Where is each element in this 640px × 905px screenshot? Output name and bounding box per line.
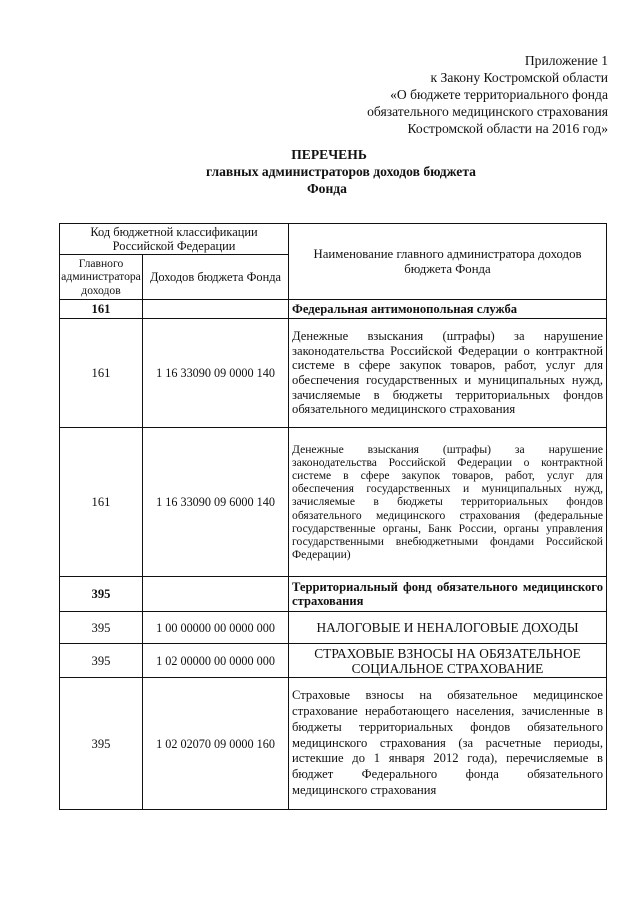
table-row xyxy=(60,644,607,678)
admin-name: Денежные взыскания (штрафы) за нарушение законодательства Российской Федерации о контрактной системе в сфере закупок товаров, работ, услуг для обеспечения государственных и муниципальных нужд, зачисляемые в бюджеты территориальных фондов обязательного медицинского страхования (федеральные государственные органы, Банк России, органы управления государственными внебюджетными фондами Российской Федерации) xyxy=(289,428,607,577)
appendix-line-3: «О бюджете территориального фонда xyxy=(390,87,608,102)
table-header-row xyxy=(60,224,607,255)
admin-name: Страховые взносы на обязательное медицинское страхование неработающего населения, зачисленные в бюджеты территориальных фондов обязательного медицинского страхования (за расчетные периоды, истекшие до 1 января 2012 года), перечисляемые в бюджет Федерального фонда обязательного медицинского страхования xyxy=(289,678,607,810)
administrators-table xyxy=(59,223,607,810)
admin-name: Территориальный фонд обязательного медицинского страхования xyxy=(289,577,607,612)
heading-subtitle-2: Фонда xyxy=(307,181,347,196)
admin-code: 395 xyxy=(60,644,143,678)
table-row xyxy=(60,319,607,428)
income-code: 1 02 00000 00 0000 000 xyxy=(143,644,289,678)
heading-subtitle: главных администраторов доходов бюджета xyxy=(206,164,476,179)
admin-code: 161 xyxy=(60,319,143,428)
appendix-block xyxy=(367,52,608,137)
admin-code: 161 xyxy=(60,428,143,577)
appendix-line-5: Костромской области на 2016 год» xyxy=(407,121,608,136)
admin-name: НАЛОГОВЫЕ И НЕНАЛОГОВЫЕ ДОХОДЫ xyxy=(289,612,607,644)
admin-code: 395 xyxy=(60,612,143,644)
admin-name: Денежные взыскания (штрафы) за нарушение законодательства Российской Федерации о контрактной системе в сфере закупок товаров, работ, услуг для обеспечения государственных и муниципальных нужд, зачисляемые в бюджеты территориальных фондов обязательного медицинского страхования xyxy=(289,319,607,428)
appendix-line-2: к Закону Костромской области xyxy=(430,70,608,85)
income-code: 1 00 00000 00 0000 000 xyxy=(143,612,289,644)
document-heading xyxy=(0,146,640,197)
appendix-line-4: обязательного медицинского страхования xyxy=(367,104,608,119)
header-admin-code: Главного администратора доходов xyxy=(60,255,143,300)
header-bk-code: Код бюджетной классификации Российской Федерации xyxy=(60,224,289,255)
table-row xyxy=(60,577,607,612)
admin-name: Федеральная антимонопольная служба xyxy=(289,300,607,319)
table-row xyxy=(60,428,607,577)
header-admin-name: Наименование главного администратора доходов бюджета Фонда xyxy=(289,224,607,300)
income-code xyxy=(143,577,289,612)
income-code: 1 16 33090 09 0000 140 xyxy=(143,319,289,428)
income-code: 1 16 33090 09 6000 140 xyxy=(143,428,289,577)
table-row xyxy=(60,678,607,810)
admin-code: 395 xyxy=(60,577,143,612)
heading-title: ПЕРЕЧЕНЬ xyxy=(291,147,367,162)
admin-name: СТРАХОВЫЕ ВЗНОСЫ НА ОБЯЗАТЕЛЬНОЕ СОЦИАЛЬНОЕ СТРАХОВАНИЕ xyxy=(289,644,607,678)
table-row xyxy=(60,300,607,319)
admin-code: 395 xyxy=(60,678,143,810)
admin-code: 161 xyxy=(60,300,143,319)
table-row xyxy=(60,612,607,644)
income-code: 1 02 02070 09 0000 160 xyxy=(143,678,289,810)
income-code xyxy=(143,300,289,319)
header-income-code: Доходов бюджета Фонда xyxy=(143,255,289,300)
appendix-line-1: Приложение 1 xyxy=(524,53,608,68)
